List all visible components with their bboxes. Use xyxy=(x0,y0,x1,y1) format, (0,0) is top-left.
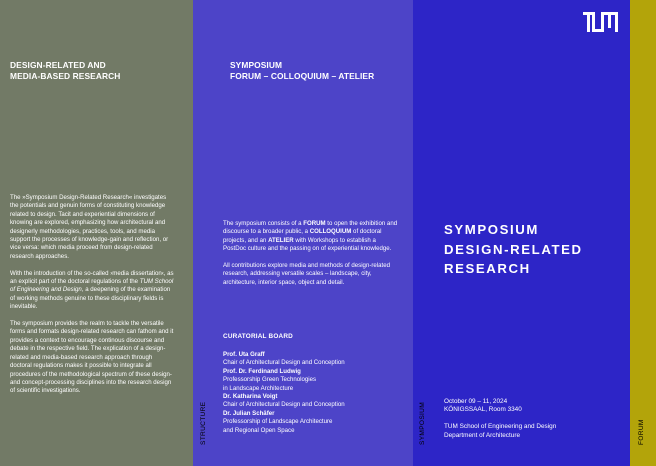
structure-paragraph: The symposium consists of a FORUM to open the exhibition and discourse to a broader public, a COLLOQUIUM of doctoral projects, and an ATELIER with Workshops to establish a PostDoc culture and the passing on of experiential knowledge. xyxy=(223,220,398,253)
structure-panel xyxy=(193,0,413,466)
board-member-role: and Regional Open Space xyxy=(223,426,295,434)
heading-line: SYMPOSIUM xyxy=(230,60,283,70)
heading-line: DESIGN-RELATED AND xyxy=(10,60,106,70)
event-date: October 09 – 11, 2024 xyxy=(444,398,508,405)
board-member-role: Chair of Architectural Design and Conception xyxy=(223,359,345,367)
forum-keyword: FORUM xyxy=(303,220,326,227)
media-dissertation-paragraph: With the introduction of the so-called ›media dissertation‹, as an explicit part of the doctoral regulations of the TUM School of Engineering and Design, a deepening of the examination of working methods genuine to these disciplinary fields is inevitable. xyxy=(10,269,174,311)
title-line: RESEARCH xyxy=(444,261,531,276)
title-line: SYMPOSIUM xyxy=(444,222,539,237)
panel-heading xyxy=(10,60,120,82)
curatorial-board-list xyxy=(223,351,398,435)
intro-text xyxy=(10,194,175,396)
symposium-cover-panel xyxy=(413,0,630,466)
forum-vertical-label: FORUM xyxy=(638,419,645,445)
board-title: CURATORIAL BOARD xyxy=(223,333,293,340)
design-research-panel xyxy=(0,0,193,466)
structure-text xyxy=(223,220,398,287)
school-name: TUM School of Engineering and Design xyxy=(444,423,557,431)
colloquium-keyword: COLLOQUIUM xyxy=(309,228,352,236)
symposium-title xyxy=(444,220,583,279)
heading-line: FORUM – COLLOQUIUM – ATELIER xyxy=(230,71,375,81)
school-name-italic: TUM School of Engineering and Design xyxy=(10,278,174,294)
board-member-role: Chair of Architectural Design and Conception xyxy=(223,401,345,409)
heading-line: MEDIA-BASED RESEARCH xyxy=(10,71,121,81)
structure-vertical-label: STRUCTURE xyxy=(200,401,207,445)
board-member-name: Prof. Dr. Ferdinand Ludwig xyxy=(223,367,301,375)
forum-edge-panel xyxy=(630,0,656,466)
board-member-name: Dr. Julian Schäfer xyxy=(223,409,275,417)
board-member-name: Prof. Uta Graff xyxy=(223,351,265,358)
board-member-role: Professorship of Landscape Architecture xyxy=(223,418,333,426)
board-member-role: in Landscape Architecture xyxy=(223,384,294,392)
board-member-role: Professorship Green Technologies xyxy=(223,376,317,384)
intro-paragraph: The »Symposium Design-Related Research« investigates the potentials and genuin forms of constituting knowledge related to design. Tacit and experiential dimensions of knowing are explored, emphasizing how architectural and designerly methodologies, practices, tools, and media support the processes of knowledge-gain and reflection, or vice versa: which media proceed from design-related research approaches. xyxy=(10,194,169,260)
event-venue: KÖNIGSSAAL, Room 3340 xyxy=(444,406,522,414)
contributions-paragraph: All contributions explore media and methods of design-related research, addressing versatile scales – landscape, city, architecture, interior space, object and detail. xyxy=(223,262,390,286)
panel-heading xyxy=(230,60,374,82)
tum-logo-icon xyxy=(583,12,618,32)
department-name: Department of Architecture xyxy=(444,431,521,439)
symposium-vertical-label: SYMPOSIUM xyxy=(419,402,426,445)
board-member-name: Dr. Katharina Voigt xyxy=(223,393,278,401)
event-details xyxy=(444,398,556,440)
symposium-purpose-paragraph: The symposium provides the realm to tackle the versatile forms and formats design-related research can fathom and it provides a context to encourage continous discourse and debate in the respective field. The explication of a design-related and media-based research approach through doctoral regulations makes it possible to integrate all procedures of the methodological spectrum of these design- and concept-processing disciplines into the research design of scientific investigations. xyxy=(10,320,174,395)
atelier-keyword: ATELIER xyxy=(268,236,294,244)
title-line: DESIGN-RELATED xyxy=(444,241,583,257)
